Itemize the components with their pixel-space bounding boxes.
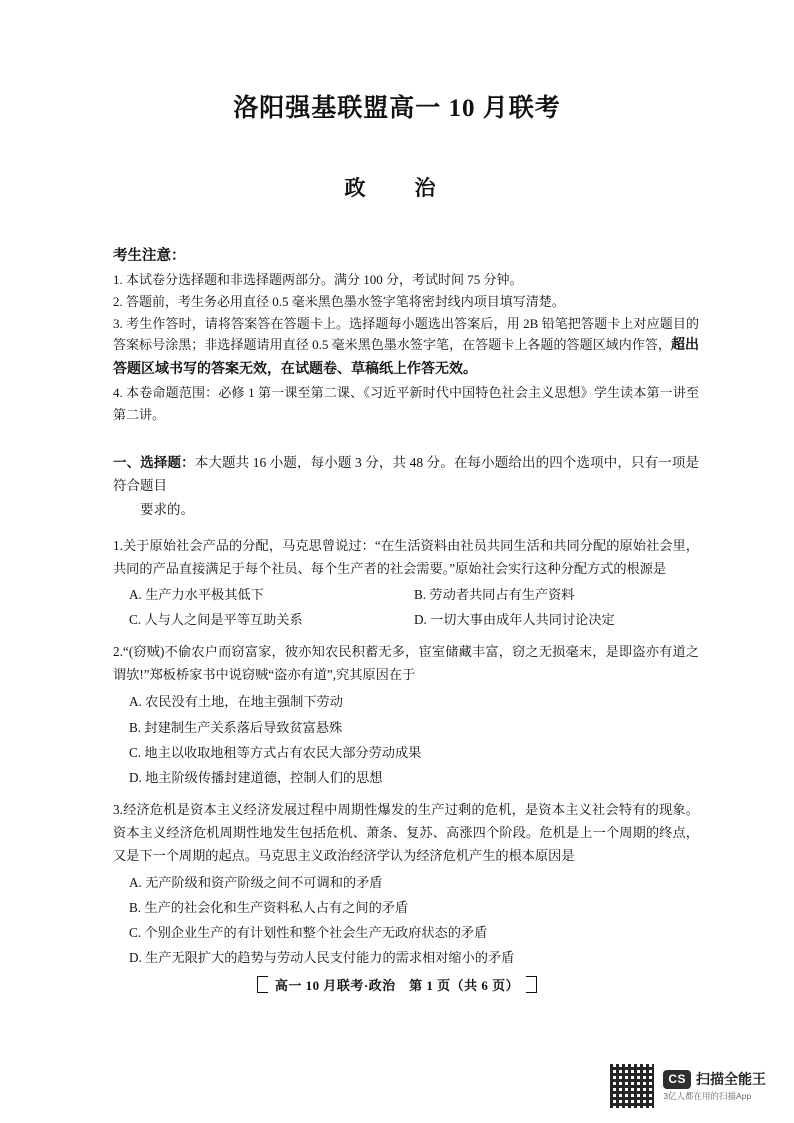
question-1-option-d[interactable]: D. 一切大事由成年人共同讨论决定 xyxy=(414,611,615,627)
question-2-option-c[interactable]: C. 地主以收取地租等方式占有农民大部分劳动成果 xyxy=(129,744,422,760)
section-label: 一、选择题： xyxy=(113,454,195,470)
question-3-stem xyxy=(113,799,699,868)
section-text: 本大题共 16 小题，每小题 3 分，共 48 分。在每小题给出的四个选项中，只有一项是符合题目 xyxy=(113,454,699,494)
question-2-options xyxy=(113,689,699,789)
camscanner-logo-icon: CS xyxy=(663,1070,691,1089)
questions-list xyxy=(0,535,794,970)
page-footer xyxy=(0,975,794,995)
question-1-option-b[interactable]: B. 劳动者共同占有生产资料 xyxy=(414,587,575,603)
question-1-option-c[interactable]: C. 人与人之间是平等互助关系 xyxy=(129,611,303,627)
page-title: 洛阳强基联盟高一 10 月联考 xyxy=(233,95,561,122)
notice-title: 考生注意： xyxy=(113,248,186,264)
question-2-option-b[interactable]: B. 封建制生产关系落后导致贫富悬殊 xyxy=(129,719,343,735)
scan-app-name: 扫描全能王 xyxy=(696,1070,766,1087)
notice-item-2: 2. 答题前，考生务必用直径 0.5 毫米黑色墨水签字笔将密封线内项目填写清楚。 xyxy=(113,294,565,310)
qr-code-icon xyxy=(609,1063,655,1109)
scan-watermark-main xyxy=(663,1070,766,1089)
scan-watermark xyxy=(609,1063,766,1109)
notice-item-3-emphasis: 超出答题区域书写的答案无效，在试题卷、草稿纸上作答无效。 xyxy=(113,338,699,377)
question-1-option-row-1 xyxy=(113,583,699,608)
question-3-option-b[interactable]: B. 生产的社会化和生产资料私人占有之间的矛盾 xyxy=(129,899,409,915)
section-text-cont: 要求的。 xyxy=(140,501,194,517)
question-1-number: 1. xyxy=(113,538,123,554)
question-2 xyxy=(113,641,699,789)
question-1-text: 关于原始社会产品的分配，马克思曾说过：“在生活资料由社员共同生活和共同分配的原始社会里，共同的产品直接满足于每个社员、每个生产者的社会需要。”原始社会实行这种分配方式的根源是 xyxy=(113,538,699,577)
question-3-option-c[interactable]: C. 个别企业生产的有计划性和整个社会生产无政府状态的矛盾 xyxy=(129,924,488,940)
scan-watermark-text xyxy=(663,1070,766,1102)
section-heading xyxy=(0,451,794,522)
question-1-option-a[interactable]: A. 生产力水平极其低下 xyxy=(129,587,264,603)
question-2-option-d[interactable]: D. 地主阶级传播封建道德，控制人们的思想 xyxy=(129,769,383,785)
footer-text: 高一 10 月联考·政治 第 1 页（共 6 页） xyxy=(269,975,525,994)
question-1-options xyxy=(113,583,699,632)
candidate-notice-block xyxy=(0,244,794,425)
question-3-option-a[interactable]: A. 无产阶级和资产阶级之间不可调和的矛盾 xyxy=(129,874,383,890)
subject-heading: 政 治 xyxy=(344,176,450,200)
question-3-option-d[interactable]: D. 生产无限扩大的趋势与劳动人民支付能力的需求相对缩小的矛盾 xyxy=(129,949,515,965)
notice-item-4: 4. 本卷命题范围：必修 1 第一课至第二课、《习近平新时代中国特色社会主义思想》学生读本第一讲至第二讲。 xyxy=(113,385,699,422)
question-2-number: 2. xyxy=(113,644,123,660)
question-1 xyxy=(113,535,699,632)
question-3-options xyxy=(113,870,699,970)
question-3-text: 经济危机是资本主义经济发展过程中周期性爆发的生产过剩的危机，是资本主义社会特有的现象。资本主义经济危机周期性地发生包括危机、萧条、复苏、高涨四个阶段。危机是上一个周期的终点，又是下一个周期的起点。马克思主义政治经济学认为经济危机产生的根本原因是 xyxy=(113,801,699,863)
question-1-option-row-2 xyxy=(113,608,699,633)
notice-item-1: 1. 本试卷分选择题和非选择题两部分。满分 100 分，考试时间 75 分钟。 xyxy=(113,272,523,287)
notice-item-3 xyxy=(113,313,699,381)
question-2-option-a[interactable]: A. 农民没有土地，在地主强制下劳动 xyxy=(129,694,343,710)
question-1-stem xyxy=(113,535,699,581)
scan-app-subtitle: 3亿人都在用的扫描App xyxy=(663,1091,752,1102)
question-2-stem xyxy=(113,641,699,687)
question-3-number: 3. xyxy=(113,801,123,817)
notice-item-3-text: 3. 考生作答时，请将答案答在答题卡上。选择题每小题选出答案后，用 2B 铅笔把答题卡上对应题目的答案标号涂黑；非选择题请用直径 0.5 毫米黑色墨水签字笔，在答题卡上各题的答题区域内作答， xyxy=(113,316,699,353)
question-3 xyxy=(113,799,699,970)
question-2-text: “(窃贼)不偷农户而窃富家，彼亦知农民积蓄无多，宦室储藏丰富，窃之无损毫末，是即盗亦有道之谓欤!”郑板桥家书中说窃贼“盗亦有道”,究其原因在于 xyxy=(113,644,699,683)
